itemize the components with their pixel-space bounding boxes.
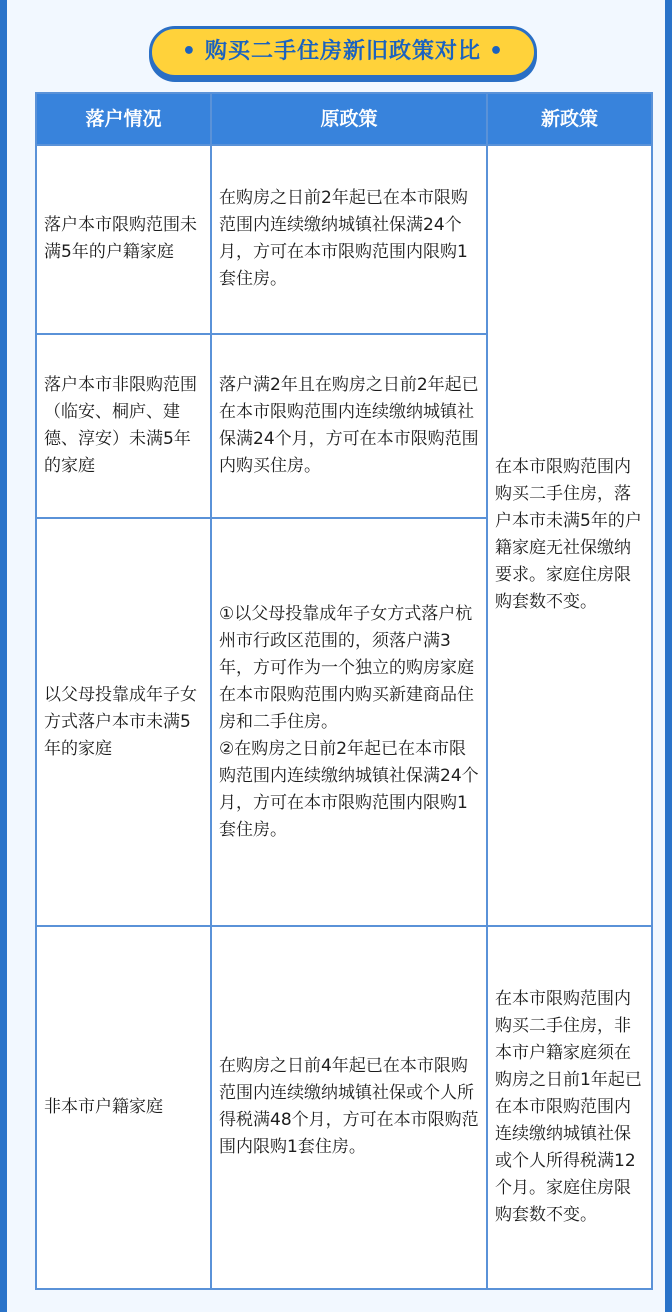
policy-comparison-table: [35, 92, 653, 1290]
old-policy-cell: 在购房之日前2年起已在本市限购范围内连续缴纳城镇社保满24个月，方可在本市限购范围内限购1套住房。: [211, 145, 487, 334]
situation-cell: 以父母投靠成年子女方式落户本市未满5年的家庭: [36, 518, 211, 926]
old-policy-item-1: ①以父母投靠成年子女方式落户杭州市行政区范围的，须落户满3年，方可作为一个独立的购房家庭在本市限购范围内购买新建商品住房和二手住房。: [219, 603, 474, 732]
situation-cell: 非本市户籍家庭: [36, 926, 211, 1289]
header-old-policy: 原政策: [211, 93, 487, 145]
page-title: 购买二手住房新旧政策对比: [204, 39, 481, 64]
title-dot-left: •: [181, 39, 197, 64]
situation-cell: 落户本市非限购范围（临安、桐庐、建德、淳安）未满5年的家庭: [36, 334, 211, 519]
situation-cell: 落户本市限购范围未满5年的户籍家庭: [36, 145, 211, 334]
title-dot-right: •: [489, 39, 505, 64]
old-policy-cell: 在购房之日前4年起已在本市限购范围内连续缴纳城镇社保或个人所得税满48个月，方可在本市限购范围内限购1套住房。: [211, 926, 487, 1289]
old-policy-cell: 落户满2年且在购房之日前2年起已在本市限购范围内连续缴纳城镇社保满24个月，方可在本市限购范围内购买住房。: [211, 334, 487, 519]
header-new-policy: 新政策: [487, 93, 652, 145]
title-banner: [149, 26, 537, 78]
table-row: [36, 926, 652, 1289]
new-policy-merged-cell: 在本市限购范围内购买二手住房，落户本市未满5年的户籍家庭无社保缴纳要求。家庭住房限购套数不变。: [487, 145, 652, 926]
old-policy-cell: [211, 518, 487, 926]
new-policy-cell: 在本市限购范围内购买二手住房，非本市户籍家庭须在购房之日前1年起已在本市限购范围内连续缴纳城镇社保或个人所得税满12个月。家庭住房限购套数不变。: [487, 926, 652, 1289]
title-banner-wrap: [7, 26, 672, 78]
old-policy-item-2: ②在购房之日前2年起已在本市限购范围内连续缴纳城镇社保满24个月，方可在本市限购范围内限购1套住房。: [219, 738, 479, 840]
table-header-row: [36, 93, 652, 145]
header-situation: 落户情况: [36, 93, 211, 145]
table-row: [36, 145, 652, 334]
